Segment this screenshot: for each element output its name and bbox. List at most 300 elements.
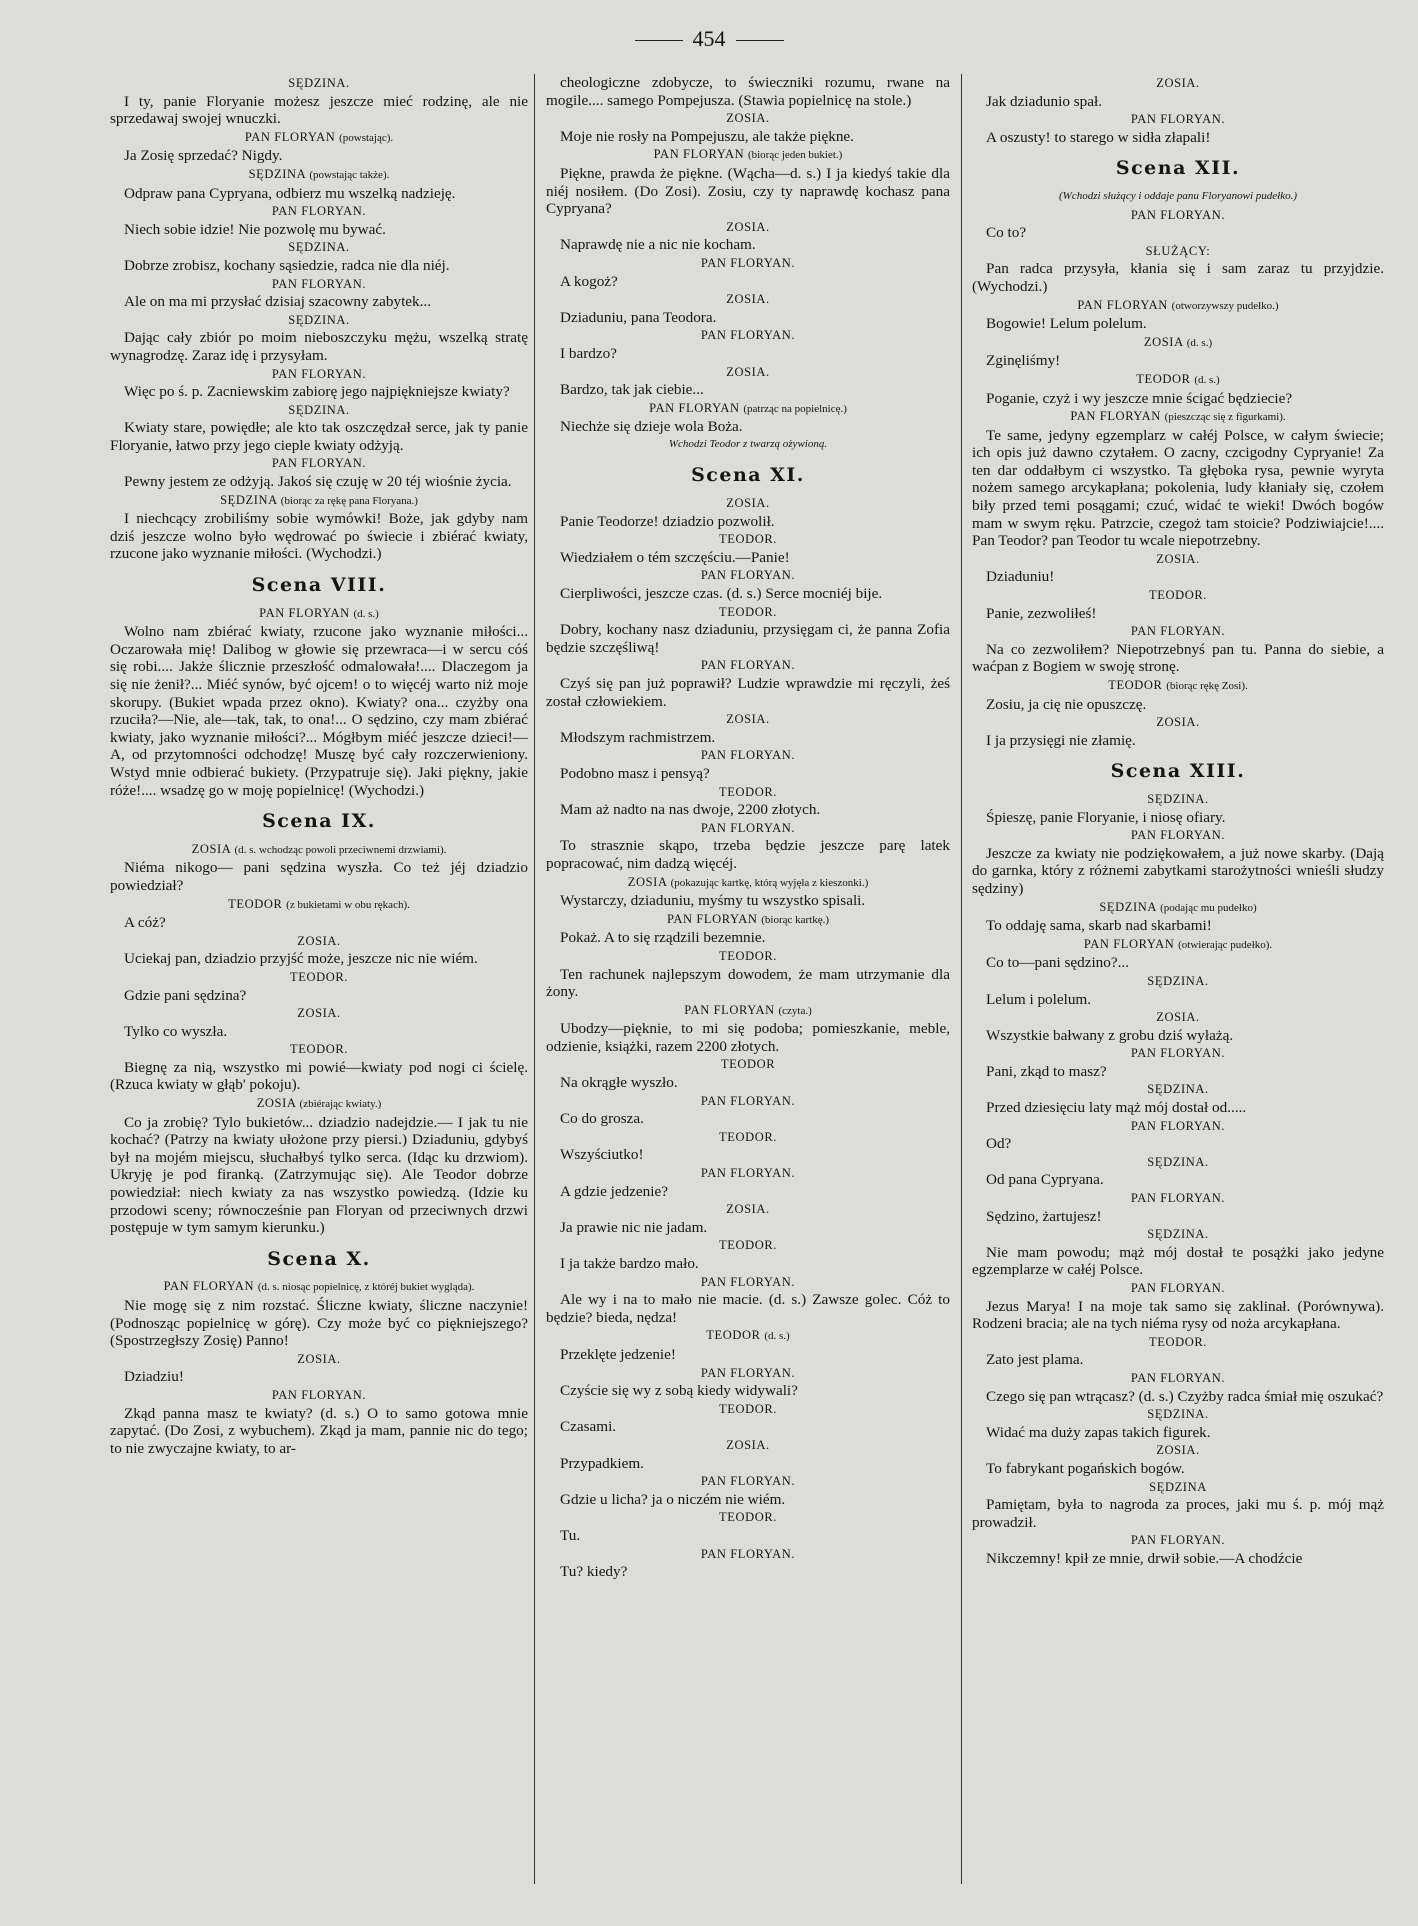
- speaker-direction: (otworzywszy pudełko.): [1171, 299, 1279, 312]
- speaker-name: [972, 1154, 1384, 1172]
- dialogue-text-text: Odpraw pana Cypryana, odbierz mu wszelką nadzieję.: [124, 184, 456, 202]
- speaker-name-text: PAN FLORYAN: [684, 1002, 775, 1017]
- speaker-direction: (czyta.): [778, 1004, 812, 1017]
- dialogue-text-text: Przypadkiem.: [560, 1454, 644, 1472]
- dialogue-text: [546, 1291, 950, 1326]
- dialogue-text-text: Pokaż. A to się rządzili bezemnie.: [560, 929, 766, 947]
- dialogue-text: [110, 623, 528, 799]
- speaker-name-text: PAN FLORYAN.: [1130, 1370, 1226, 1385]
- speaker-name-text: TEODOR: [1108, 678, 1163, 692]
- dialogue-text-text: A oszusty! to starego w sidła złapali!: [986, 128, 1211, 146]
- speaker-name-text: TEODOR.: [718, 604, 777, 619]
- speaker-name-text: PAN FLORYAN.: [700, 328, 796, 343]
- speaker-name: [972, 1479, 1384, 1497]
- speaker-direction: (zbiérając kwiaty.): [299, 1098, 382, 1111]
- scene-heading-text: Scena X.: [267, 1247, 371, 1270]
- speaker-name-text: PAN FLORYAN: [163, 1279, 255, 1294]
- dialogue-text: [972, 641, 1384, 676]
- speaker-name: [110, 605, 528, 624]
- speaker-name: [546, 364, 950, 382]
- dialogue-text: [110, 859, 528, 894]
- speaker-name: [546, 1165, 950, 1183]
- dialogue-text: [110, 1023, 528, 1041]
- speaker-name-text: PAN FLORYAN: [649, 400, 740, 415]
- speaker-name: [972, 587, 1384, 605]
- speaker-name: [972, 334, 1384, 353]
- speaker-name: [972, 1118, 1384, 1136]
- dialogue-text-text: Poganie, czyż i wy jeszcze mnie ścigać będziecie?: [986, 389, 1293, 407]
- dialogue-text: [110, 473, 528, 491]
- dialogue-text: [972, 1496, 1384, 1531]
- speaker-name-text: PAN FLORYAN: [666, 911, 758, 926]
- speaker-name-text: SĘDZINA: [1099, 899, 1157, 914]
- scene-heading: [972, 157, 1384, 180]
- speaker-name-text: SĘDZINA: [248, 166, 306, 181]
- dialogue-text: [972, 1135, 1384, 1153]
- speaker-name-text: SĘDZINA.: [288, 402, 350, 417]
- dialogue-text: [110, 914, 528, 932]
- speaker-name: [110, 366, 528, 384]
- dialogue-text: [110, 221, 528, 239]
- dialogue-text: [110, 1405, 528, 1458]
- speaker-name: [972, 551, 1384, 569]
- speaker-name: [110, 1278, 528, 1297]
- speaker-direction: (patrząc na popielnicę.): [743, 402, 847, 415]
- dialogue-text-text: I niechcący zrobiliśmy sobie wymówki! Boże, jak gdyby nam dziś jeszcze wolno było wędrować po świecie i zbiérać kwiaty, rzucone jako wyznanie miłości. (Wychodzi.): [110, 510, 528, 563]
- dialogue-text-text: Co to?: [986, 224, 1027, 242]
- speaker-direction: (d. s.): [764, 1330, 790, 1343]
- dialogue-text: [972, 427, 1384, 550]
- dialogue-text-text: To strasznie skąpo, trzeba będzie jeszcze parę latek popracować, nim dadzą więcéj.: [546, 837, 950, 872]
- dialogue-text-text: Cierpliwości, jeszcze czas. (d. s.) Serce mocniéj bije.: [560, 585, 883, 603]
- scene-heading: [110, 574, 528, 597]
- dialogue-text-text: Jezus Marya! I na moje tak samo się zaklinał. (Porównywa). Rodzeni bracia; ale na tych niéma rysy od noża arcykapłana.: [972, 1297, 1384, 1333]
- dialogue-text: [110, 419, 528, 454]
- speaker-name: [110, 203, 528, 221]
- speaker-name-text: ZOSIA.: [297, 933, 341, 948]
- speaker-name-text: TEODOR.: [718, 948, 777, 963]
- scene-heading: [110, 1247, 528, 1270]
- speaker-name: [972, 899, 1384, 918]
- speaker-name: [972, 1334, 1384, 1352]
- dialogue-text: [546, 621, 950, 656]
- dialogue-text-text: Zginęliśmy!: [986, 352, 1061, 370]
- scene-heading-text: Scena VIII.: [251, 574, 387, 597]
- speaker-name-text: PAN FLORYAN.: [700, 1166, 796, 1181]
- speaker-direction: (pieszcząc się z figurkami).: [1164, 411, 1286, 424]
- dialogue-text: [546, 1020, 950, 1055]
- dialogue-text-text: Panie Teodorze! dziadzio pozwolił.: [560, 512, 775, 530]
- speaker-name: [546, 604, 950, 622]
- dialogue-text-text: Te same, jedyny egzemplarz w całéj Polsce, w całym świecie; ich opis już dawno czytałem. O zacny, czcigodny Cypryanie! Za ten dar oddałbym ci wszystko. Ta głęboka rysa, pewnie wyryta nożem samego arcykapłana; pokolenia, ludy kłaniały się, czołem biły przed temi posągami; czuć, widać te wieki! Dwóch bogów mam w swym ręku. Patrzcie, czegoż tam stoicie? Podziwiajcie!.... Pan Teodor? pan Teodor tu wcale niepotrzebny.: [972, 426, 1384, 550]
- column-rule: [534, 74, 535, 1884]
- dialogue-text-text: Zato jest plama.: [986, 1351, 1084, 1369]
- speaker-name: [110, 129, 528, 148]
- dialogue-text-text: Jeszcze za kwiaty nie podziękowałem, a już nowe skarby. (Dają do garnka, który z różnemi zabytkami starożytności wnieśli słudzy sędziny): [972, 844, 1384, 897]
- dialogue-text: [972, 1099, 1384, 1117]
- speaker-name-text: PAN FLORYAN: [1077, 297, 1168, 312]
- speaker-direction: (podając mu pudełko): [1160, 901, 1257, 914]
- dialogue-text: [972, 93, 1384, 111]
- speaker-name: [972, 1532, 1384, 1550]
- scene-heading-text: Scena IX.: [262, 810, 376, 833]
- dialogue-text: [110, 1059, 528, 1094]
- dialogue-text-text: Dając cały zbiór po moim nieboszczyku mężu, wszelką stratę wynagrodzę. Zaraz idę i przysyłam.: [110, 329, 528, 364]
- speaker-name: [972, 1190, 1384, 1208]
- dialogue-text-text: I ja przysięgi nie złamię.: [986, 731, 1136, 749]
- page-number-line: [0, 26, 1418, 52]
- speaker-name: [972, 1226, 1384, 1244]
- dialogue-text: [546, 309, 950, 327]
- speaker-name: [110, 75, 528, 93]
- speaker-name: [972, 1406, 1384, 1424]
- speaker-name-text: PAN FLORYAN.: [1130, 624, 1226, 639]
- dialogue-text: [972, 260, 1384, 295]
- speaker-name: [110, 239, 528, 257]
- dialogue-text-text: Przeklęte jedzenie!: [560, 1345, 676, 1363]
- speaker-name-text: SĘDZINA: [1149, 1479, 1207, 1494]
- speaker-name: [546, 948, 950, 966]
- dialogue-text-text: Nie mogę się z nim rozstać. Śliczne kwiaty, śliczne naczynie! (Podnosząc popielnicę w górę). Czy może być co piękniejszego? (Spostrzegłszy Zosię) Panno!: [110, 1297, 528, 1350]
- speaker-name-text: TEODOR.: [718, 1401, 777, 1416]
- dialogue-text-text: I ja także bardzo mało.: [560, 1255, 699, 1272]
- dialogue-text: [546, 74, 950, 109]
- dialogue-text: [546, 1455, 950, 1473]
- dialogue-text-text: Wszystkie bałwany z grobu dziś wyłażą.: [986, 1026, 1234, 1044]
- speaker-name: [972, 1370, 1384, 1388]
- dialogue-text-text: Gdzie u licha? ja o niczém nie wiém.: [560, 1490, 786, 1508]
- dialogue-text: [972, 129, 1384, 147]
- speaker-name-text: PAN FLORYAN.: [1130, 207, 1226, 222]
- speaker-name-text: ZOSIA: [191, 841, 231, 856]
- dialogue-text-text: Na okrągłe wyszło.: [560, 1074, 678, 1092]
- speaker-name: [972, 243, 1384, 261]
- dialogue-text-text: I ty, panie Floryanie możesz jeszcze mieć rodzinę, ale nie sprzedawaj swojej wnuczki.: [110, 92, 528, 128]
- dialogue-text-text: Moje nie rosły na Pompejuszu, ale także piękne.: [560, 127, 854, 145]
- speaker-name: [972, 1280, 1384, 1298]
- dialogue-text-text: Jak dziadunio spał.: [986, 92, 1102, 110]
- dialogue-text: [546, 729, 950, 747]
- speaker-name-text: PAN FLORYAN.: [700, 658, 796, 673]
- dialogue-text: [972, 605, 1384, 623]
- speaker-name-text: ZOSIA.: [726, 219, 770, 234]
- speaker-name: [546, 1473, 950, 1491]
- speaker-name: [546, 1129, 950, 1147]
- speaker-name-text: PAN FLORYAN.: [271, 204, 367, 219]
- dialogue-text: [546, 418, 950, 436]
- dialogue-text: [972, 1424, 1384, 1442]
- dialogue-text-text: Lelum i polelum.: [986, 990, 1092, 1008]
- scene-heading-text: Scena XIII.: [1110, 760, 1246, 783]
- dialogue-text: [110, 257, 528, 275]
- dialogue-text-text: A cóż?: [124, 914, 166, 932]
- speaker-name-text: TEODOR: [720, 1057, 776, 1072]
- dialogue-text-text: Śpieszę, panie Floryanie, i niosę ofiary.: [986, 808, 1226, 826]
- stage-direction: [972, 188, 1384, 206]
- speaker-name: [546, 874, 950, 893]
- speaker-name: [110, 1351, 528, 1369]
- speaker-name: [546, 1327, 950, 1346]
- speaker-name-text: ZOSIA.: [1156, 715, 1200, 730]
- speaker-name-text: SĘDZINA.: [1147, 791, 1209, 806]
- speaker-name: [546, 1056, 950, 1074]
- speaker-name-text: PAN FLORYAN.: [1130, 1533, 1226, 1548]
- dialogue-text-text: Czyś się pan już poprawił? Ludzie wprawdzie mi ręczyli, żeś został człowiekiem.: [546, 675, 950, 710]
- speaker-name-text: PAN FLORYAN.: [700, 1093, 796, 1108]
- speaker-name: [110, 933, 528, 951]
- speaker-name-text: ZOSIA.: [297, 1006, 341, 1021]
- speaker-name: [546, 567, 950, 585]
- dialogue-text-text: Czasami.: [560, 1418, 617, 1436]
- speaker-name-text: PAN FLORYAN.: [700, 820, 796, 835]
- dialogue-text-text: Ale on ma mi przysłać dzisiaj szacowny zabytek...: [124, 293, 432, 311]
- speaker-name-text: PAN FLORYAN.: [700, 1546, 796, 1561]
- speaker-name: [972, 714, 1384, 732]
- dialogue-text-text: Wystarczy, dziaduniu, myśmy tu wszystko spisali.: [560, 892, 866, 910]
- speaker-name: [972, 791, 1384, 809]
- speaker-name: [546, 146, 950, 165]
- dialogue-text: [546, 1382, 950, 1400]
- speaker-name: [110, 896, 528, 915]
- dialogue-text-text: Niechże się dzieje wola Boża.: [560, 418, 743, 436]
- dialogue-text: [972, 1351, 1384, 1369]
- dialogue-text: [972, 1298, 1384, 1333]
- scene-heading: [110, 810, 528, 833]
- dialogue-text: [546, 801, 950, 819]
- dialogue-text-text: Tu.: [560, 1526, 581, 1544]
- speaker-name: [546, 219, 950, 237]
- speaker-name-text: ZOSIA.: [1156, 1010, 1200, 1025]
- speaker-name: [110, 402, 528, 420]
- speaker-name-text: ZOSIA.: [726, 364, 770, 379]
- speaker-name-text: ZOSIA.: [1156, 551, 1200, 566]
- speaker-name-text: TEODOR.: [1148, 588, 1207, 603]
- speaker-name-text: TEODOR.: [289, 1042, 348, 1057]
- speaker-name: [972, 207, 1384, 225]
- speaker-direction: (d. s.): [353, 607, 379, 620]
- text-column-3: [972, 74, 1384, 1568]
- dialogue-text-text: Panie, zezwoliłeś!: [986, 604, 1097, 622]
- dialogue-text: [546, 585, 950, 603]
- speaker-name-text: SĘDZINA.: [288, 312, 350, 327]
- dialogue-text-text: Piękne, prawda że piękne. (Wącha—d. s.) I ja kiedyś takie dla niéj nosiłem. (Do Zosi). Zosiu, czy ty naprawdę kochasz pana Cypryana?: [546, 164, 950, 218]
- speaker-name: [972, 677, 1384, 696]
- speaker-name-text: ZOSIA.: [726, 292, 770, 307]
- dialogue-text-text: A kogoż?: [560, 272, 618, 290]
- dialogue-text: [972, 1208, 1384, 1226]
- dialogue-text: [546, 381, 950, 399]
- speaker-name: [546, 110, 950, 128]
- dialogue-text-text: Wszyściutko!: [560, 1146, 644, 1164]
- dialogue-text: [546, 273, 950, 291]
- dialogue-text: [546, 1183, 950, 1201]
- speaker-name: [110, 1387, 528, 1405]
- dialogue-text: [110, 1368, 528, 1386]
- dialogue-text-text: Ten rachunek najlepszym dowodem, że mam utrzymanie dla żony.: [546, 965, 950, 1001]
- dialogue-text-text: Bogowie! Lelum polelum.: [986, 315, 1147, 333]
- dialogue-text: [546, 837, 950, 872]
- dialogue-text-text: Czyście się wy z sobą kiedy widywali?: [560, 1382, 798, 1400]
- speaker-name: [546, 1437, 950, 1455]
- speaker-name-text: TEODOR: [1136, 371, 1191, 386]
- dialogue-text: [110, 93, 528, 128]
- dialogue-text: [546, 1219, 950, 1237]
- speaker-name: [110, 312, 528, 330]
- dialogue-text: [972, 954, 1384, 972]
- dialogue-text-text: Biegnę za nią, wszystko mi powié—kwiaty pod nogi ci ścielę. (Rzuca kwiaty w głąb' pokoju).: [110, 1058, 528, 1094]
- speaker-direction: (powstając).: [339, 131, 394, 144]
- dialogue-text-text: Zkąd panna masz te kwiaty? (d. s.) O to samo gotowa mnie zapytać. (Do Zosi, z wybuchem). Zkąd ja mam, pannie nic do tego; to nie zwyczajne kwiaty, to ar-: [110, 1404, 528, 1457]
- dialogue-text-text: Tylko co wyszła.: [124, 1022, 228, 1040]
- speaker-name-text: TEODOR.: [718, 1238, 777, 1253]
- speaker-name-text: ZOSIA: [256, 1096, 296, 1111]
- dialogue-text-text: To fabrykant pogańskich bogów.: [986, 1459, 1185, 1477]
- dialogue-text-text: Młodszym rachmistrzem.: [560, 728, 716, 746]
- speaker-name-text: PAN FLORYAN.: [700, 568, 796, 583]
- dialogue-text: [972, 1063, 1384, 1081]
- speaker-name-text: TEODOR.: [718, 532, 777, 547]
- dialogue-text-text: Bardzo, tak jak ciebie...: [560, 381, 704, 399]
- speaker-name: [546, 820, 950, 838]
- dialogue-text: [546, 1146, 950, 1164]
- speaker-name: [546, 657, 950, 675]
- dialogue-text: [972, 1244, 1384, 1279]
- speaker-name: [972, 297, 1384, 316]
- dialogue-text-text: Na co zezwoliłem? Niepotrzebnyś pan tu. Panna do siebie, a waćpan z Bogiem w swoję stronę.: [972, 640, 1384, 676]
- speaker-name: [546, 711, 950, 729]
- stage-direction-text: Wchodzi Teodor z twarzą ożywioną.: [668, 437, 828, 450]
- speaker-direction: (d. s.): [1194, 373, 1220, 386]
- dialogue-text: [972, 991, 1384, 1009]
- dialogue-text: [110, 987, 528, 1005]
- dialogue-text-text: Wolno nam zbiérać kwiaty, rzucone jako wyznanie miłości... Oczarowała mię! Dalibog w głowie się przewraca—i w sercu cóś się robi.... Jakże ślicznie przeszłość odmalowała!.... Dlaczegom ja się nie żenił?... Miéć synów, być ojcem! o to więcéj warto niż moje skorupy. (Bukiet wpada przez okno). Kwiaty? ona... czyżby ona rzuciła?—Nie, ale—tak, tak, to ona!... O sędzino, czy mam zbiérać kwiaty, jako wyznanie miłości?... Mógłbym miéć jeszcze dzieci!—A, od przytomności odchodzę! Muszę być cały rozczerwieniony. Wstyd mnie odbierać bukiety. (Przypatruje się). Jaki piękny, jakie róże!.... wsadzę go w moję popielnicę! (Wychodzi.): [110, 623, 528, 799]
- speaker-name-text: PAN FLORYAN: [653, 147, 745, 162]
- speaker-name-text: SĘDZINA.: [1147, 1082, 1209, 1097]
- dialogue-text-text: Ja Zosię sprzedać? Nigdy.: [124, 147, 283, 165]
- page-number: 454: [692, 26, 726, 51]
- dialogue-text-text: Nikczemny! kpił ze mnie, drwił sobie.—A chodźcie: [986, 1549, 1303, 1567]
- dialogue-text-text: Widać ma duży zapas takich figurek.: [986, 1423, 1211, 1441]
- speaker-name-text: ZOSIA.: [726, 496, 770, 511]
- speaker-direction: (biorąc rękę Zosi).: [1166, 680, 1248, 692]
- dialogue-text-text: I bardzo?: [560, 344, 617, 362]
- speaker-name-text: ZOSIA.: [726, 111, 770, 126]
- speaker-name-text: SĘDZINA.: [1147, 1407, 1209, 1422]
- speaker-name: [546, 400, 950, 419]
- speaker-name-text: PAN FLORYAN.: [271, 456, 367, 471]
- dialogue-text: [110, 950, 528, 968]
- speaker-name-text: PAN FLORYAN.: [700, 748, 796, 763]
- speaker-name-text: PAN FLORYAN.: [271, 276, 367, 291]
- speaker-name: [972, 827, 1384, 845]
- dialogue-text: [972, 315, 1384, 333]
- dialogue-text-text: Przed dziesięciu laty mąż mój dostał od.....: [986, 1099, 1247, 1117]
- text-column-1: [110, 74, 528, 1457]
- scene-heading: [546, 464, 950, 487]
- speaker-direction: (z bukietami w obu rękach).: [286, 898, 410, 911]
- page-number-dash: [736, 40, 784, 41]
- speaker-name-text: SĘDZINA.: [288, 76, 350, 90]
- scene-heading-text: Scena XI.: [691, 464, 805, 487]
- dialogue-text-text: Co do grosza.: [560, 1110, 644, 1128]
- speaker-name: [110, 1041, 528, 1059]
- dialogue-text: [546, 1418, 950, 1436]
- speaker-name: [546, 1401, 950, 1419]
- speaker-name: [546, 1546, 950, 1564]
- dialogue-text-text: To oddaję sama, skarb nad skarbami!: [986, 917, 1212, 935]
- speaker-name: [972, 408, 1384, 427]
- dialogue-text-text: Wiedziałem o tém szczęściu.—Panie!: [560, 548, 790, 566]
- speaker-name: [546, 1365, 950, 1383]
- dialogue-text-text: Naprawdę nie a nic nie kocham.: [560, 236, 756, 254]
- speaker-name-text: PAN FLORYAN.: [1130, 1191, 1226, 1206]
- speaker-direction: (d. s. wchodząc powoli przeciwnemi drzwiami).: [234, 843, 447, 856]
- dialogue-text-text: Od?: [986, 1135, 1012, 1153]
- dialogue-text: [546, 1074, 950, 1092]
- dialogue-text-text: Więc po ś. p. Zacniewskim zabiorę jego najpiękniejsze kwiaty?: [124, 383, 510, 401]
- dialogue-text-text: Niech sobie idzie! Nie pozwolę mu bywać.: [124, 220, 386, 238]
- dialogue-text: [972, 845, 1384, 898]
- speaker-name-text: SĘDZINA.: [1147, 1227, 1209, 1242]
- speaker-direction: (otwierając pudełko).: [1178, 938, 1273, 951]
- speaker-name-text: PAN FLORYAN.: [1130, 1281, 1226, 1295]
- speaker-name: [546, 495, 950, 513]
- speaker-name: [972, 973, 1384, 991]
- speaker-direction: (d. s.): [1186, 336, 1213, 349]
- speaker-name-text: PAN FLORYAN.: [271, 366, 367, 381]
- dialogue-text-text: cheologiczne zdobycze, to świeczniki rozumu, rwane na mogile.... samego Pompejusza. (Stawia popielnicę na stole.): [546, 74, 950, 109]
- speaker-name-text: ZOSIA.: [726, 712, 770, 727]
- dialogue-text: [972, 568, 1384, 586]
- speaker-name: [546, 531, 950, 549]
- speaker-direction: (biorąc jeden bukiet.): [747, 149, 843, 162]
- dialogue-text-text: Ja prawie nic nie jadam.: [560, 1218, 708, 1236]
- speaker-name: [546, 1509, 950, 1527]
- dialogue-text: [972, 732, 1384, 750]
- speaker-name-text: PAN FLORYAN.: [700, 1365, 796, 1380]
- speaker-name: [110, 492, 528, 511]
- text-column-2: [546, 74, 950, 1581]
- dialogue-text-text: Nie mam powodu; mąż mój dostał te posążki jako jedyne egzemplarze w całéj Polsce.: [972, 1243, 1384, 1279]
- speaker-name: [110, 1095, 528, 1114]
- dialogue-text: [110, 510, 528, 563]
- speaker-name-text: TEODOR.: [289, 969, 348, 984]
- speaker-name: [972, 1009, 1384, 1027]
- dialogue-text: [972, 390, 1384, 408]
- speaker-name: [546, 784, 950, 802]
- speaker-name-text: PAN FLORYAN: [244, 129, 336, 144]
- dialogue-text-text: Dziaduniu, pana Teodora.: [560, 308, 717, 326]
- speaker-name: [546, 255, 950, 273]
- dialogue-text: [546, 675, 950, 710]
- dialogue-text: [972, 1460, 1384, 1478]
- dialogue-text-text: Podobno masz i pensyą?: [560, 764, 710, 782]
- dialogue-text: [110, 1114, 528, 1237]
- speaker-name-text: ZOSIA.: [726, 1437, 770, 1452]
- dialogue-text: [546, 513, 950, 531]
- speaker-name-text: PAN FLORYAN.: [700, 255, 796, 270]
- speaker-name-text: PAN FLORYAN.: [700, 1474, 796, 1489]
- dialogue-text-text: Pan radca przysyła, kłania się i sam zaraz tu przyjdzie. (Wychodzi.): [972, 260, 1384, 295]
- speaker-name: [110, 276, 528, 294]
- speaker-name: [546, 291, 950, 309]
- dialogue-text: [972, 1388, 1384, 1406]
- dialogue-text: [546, 1255, 950, 1273]
- dialogue-text: [546, 1491, 950, 1509]
- speaker-name-text: TEODOR.: [718, 1129, 777, 1144]
- speaker-name-text: ZOSIA.: [297, 1351, 341, 1366]
- speaker-name-text: TEODOR: [228, 896, 283, 911]
